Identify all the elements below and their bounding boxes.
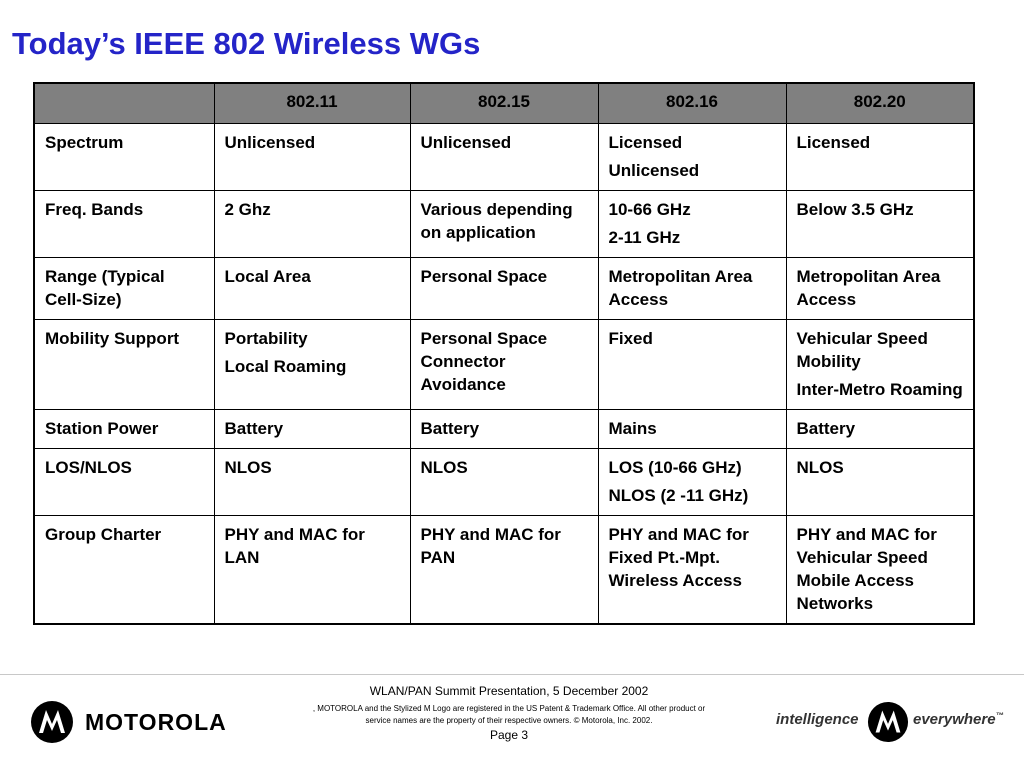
cell-line: NLOS bbox=[224, 458, 272, 477]
motorola-brand bbox=[30, 700, 250, 744]
cell-line: 10-66 GHz bbox=[608, 200, 691, 219]
tagline-everywhere bbox=[913, 711, 1004, 728]
table-cell bbox=[598, 191, 786, 258]
cell-line: PHY and MAC for LAN bbox=[224, 525, 365, 567]
footer-event: WLAN/PAN Summit Presentation, 5 December 2002 bbox=[369, 684, 649, 698]
motorola-logo-icon bbox=[867, 701, 909, 743]
row-label: Spectrum bbox=[34, 124, 214, 191]
cell-line: Unlicensed bbox=[608, 161, 700, 180]
table-cell bbox=[786, 449, 974, 516]
table-cell bbox=[214, 124, 410, 191]
table-cell bbox=[410, 191, 598, 258]
table-body bbox=[34, 124, 974, 625]
footer-notes bbox=[300, 685, 718, 742]
cell-line: Battery bbox=[420, 419, 480, 438]
cell-line: PHY and MAC for Fixed Pt.-Mpt. Wireless Access bbox=[608, 525, 749, 590]
cell-line: PHY and MAC for Vehicular Speed Mobile Access Networks bbox=[796, 525, 937, 613]
cell-line: Personal Space bbox=[420, 267, 548, 286]
cell-line: Local Area bbox=[224, 267, 311, 286]
cell-line: NLOS (2 -11 GHz) bbox=[608, 486, 749, 505]
table-cell bbox=[214, 258, 410, 320]
trademark-mark: ™ bbox=[995, 711, 1004, 720]
row-label: Freq. Bands bbox=[34, 191, 214, 258]
table-cell bbox=[410, 258, 598, 320]
table-cell bbox=[214, 449, 410, 516]
footer-page-number: Page 3 bbox=[489, 728, 529, 742]
table-cell bbox=[786, 516, 974, 625]
table-cell bbox=[598, 516, 786, 625]
cell-line: Battery bbox=[796, 419, 856, 438]
table-row bbox=[34, 124, 974, 191]
table-cell bbox=[786, 124, 974, 191]
cell-line: Various depending on application bbox=[420, 200, 573, 242]
table-row bbox=[34, 516, 974, 625]
footer-legal: , MOTOROLA and the Stylized M Logo are registered in the US Patent & Trademark Office. All other product or service names are the property of their respective owners. © Motorola, Inc. 2002. bbox=[312, 704, 706, 725]
header-cell-blank bbox=[34, 83, 214, 124]
table-row bbox=[34, 191, 974, 258]
cell-line: Local Roaming bbox=[224, 357, 347, 376]
cell-line: NLOS bbox=[420, 458, 468, 477]
comparison-table bbox=[33, 82, 975, 625]
footer-divider bbox=[0, 674, 1024, 675]
motorola-wordmark: MOTOROLA bbox=[85, 709, 227, 735]
table-row bbox=[34, 320, 974, 410]
cell-line: Below 3.5 GHz bbox=[796, 200, 914, 219]
slide-title: Today’s IEEE 802 Wireless WGs bbox=[12, 26, 481, 61]
table-cell bbox=[214, 191, 410, 258]
cell-line: LOS (10-66 GHz) bbox=[608, 458, 742, 477]
header-cell-802-20: 802.20 bbox=[786, 83, 974, 124]
table-cell bbox=[410, 124, 598, 191]
table-cell bbox=[786, 410, 974, 449]
comparison-table-wrapper bbox=[33, 82, 973, 625]
cell-line: Licensed bbox=[608, 133, 683, 152]
cell-line: Personal Space Connector Avoidance bbox=[420, 329, 548, 394]
row-label: Range (Typical Cell-Size) bbox=[34, 258, 214, 320]
table-header-row bbox=[34, 83, 974, 124]
table-cell bbox=[410, 516, 598, 625]
table-row bbox=[34, 449, 974, 516]
row-label: Mobility Support bbox=[34, 320, 214, 410]
cell-line: Inter-Metro Roaming bbox=[796, 380, 963, 399]
row-label: Group Charter bbox=[34, 516, 214, 625]
table-cell bbox=[214, 320, 410, 410]
table-cell bbox=[598, 410, 786, 449]
cell-line: Licensed bbox=[796, 133, 871, 152]
table-row bbox=[34, 258, 974, 320]
cell-line: Mains bbox=[608, 419, 657, 438]
cell-line: Unlicensed bbox=[420, 133, 512, 152]
cell-line: Fixed bbox=[608, 329, 653, 348]
cell-line: 2-11 GHz bbox=[608, 228, 681, 247]
table-cell bbox=[214, 516, 410, 625]
cell-line: NLOS bbox=[796, 458, 844, 477]
cell-line: Battery bbox=[224, 419, 284, 438]
header-cell-802-16: 802.16 bbox=[598, 83, 786, 124]
table-cell bbox=[410, 320, 598, 410]
header-cell-802-11: 802.11 bbox=[214, 83, 410, 124]
cell-line: Unlicensed bbox=[224, 133, 316, 152]
table-cell bbox=[410, 410, 598, 449]
table-cell bbox=[598, 449, 786, 516]
row-label: Station Power bbox=[34, 410, 214, 449]
cell-line: Metropolitan Area Access bbox=[608, 267, 753, 309]
tagline-intelligence: intelligence bbox=[776, 711, 859, 728]
cell-line: Portability bbox=[224, 329, 308, 348]
cell-line: Metropolitan Area Access bbox=[796, 267, 941, 309]
table-cell bbox=[598, 258, 786, 320]
tagline-everywhere-text: everywhere bbox=[913, 711, 996, 728]
intelligence-everywhere-logo bbox=[776, 700, 1006, 744]
cell-line: 2 Ghz bbox=[224, 200, 271, 219]
cell-line: Vehicular Speed Mobility bbox=[796, 329, 928, 371]
table-cell bbox=[598, 124, 786, 191]
table-cell bbox=[410, 449, 598, 516]
table-cell bbox=[598, 320, 786, 410]
table-cell bbox=[786, 320, 974, 410]
cell-line: PHY and MAC for PAN bbox=[420, 525, 561, 567]
row-label: LOS/NLOS bbox=[34, 449, 214, 516]
table-cell bbox=[786, 258, 974, 320]
table-cell bbox=[786, 191, 974, 258]
motorola-logo-icon bbox=[30, 700, 74, 744]
header-cell-802-15: 802.15 bbox=[410, 83, 598, 124]
table-cell bbox=[214, 410, 410, 449]
table-row bbox=[34, 410, 974, 449]
